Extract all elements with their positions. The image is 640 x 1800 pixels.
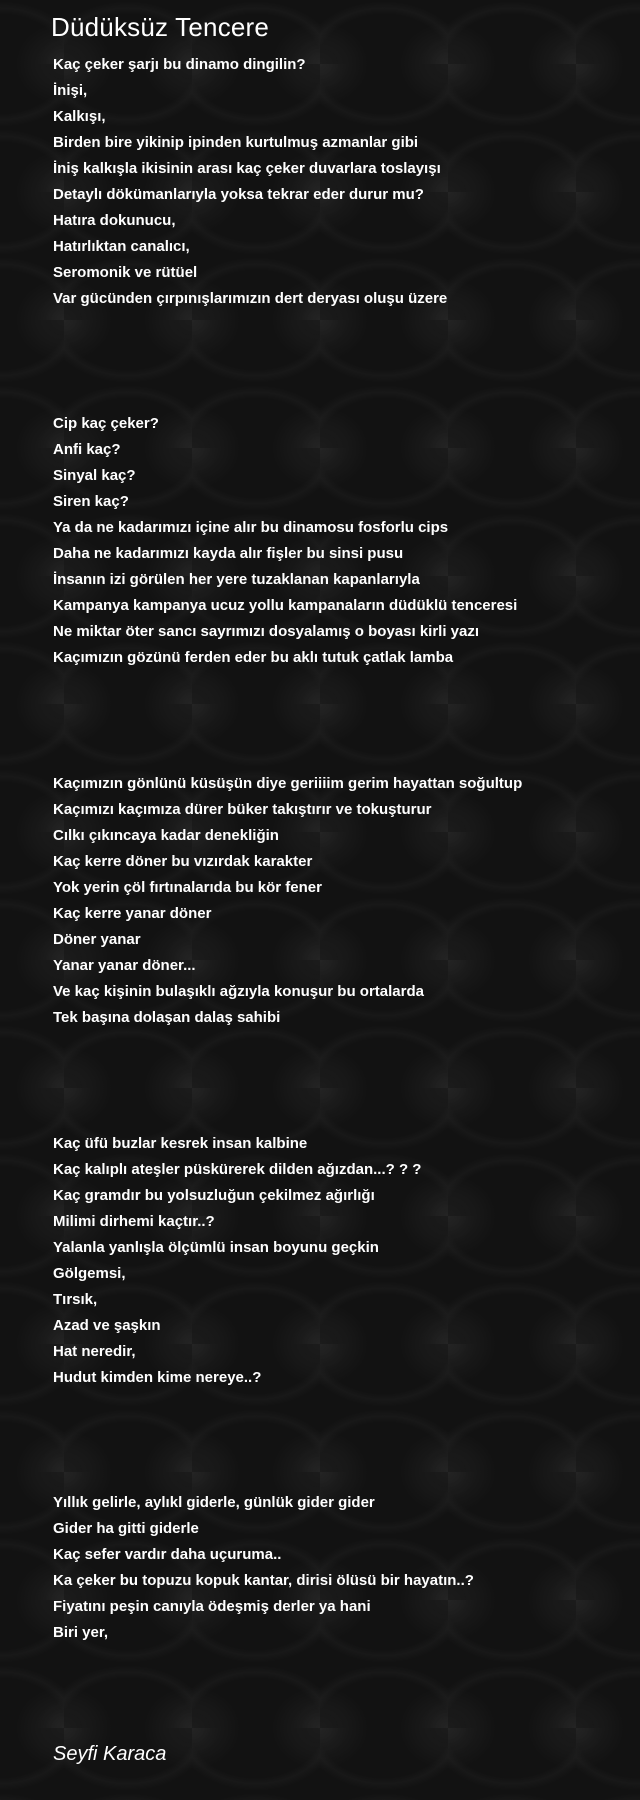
poem-line: Ya da ne kadarımızı içine alır bu dinamosu fosforlu cips [53, 519, 449, 536]
poem-line: İniş kalkışla ikisinin arası kaç çeker duvarlara toslayışı [53, 160, 441, 177]
poem-line: Biri yer, [53, 1624, 109, 1641]
poem-line: Anfi kaç? [53, 441, 121, 458]
poem-line: Kaçımızın gönlünü küsüşün diye geriiiim gerim hayattan soğultup [53, 775, 523, 792]
poem-line: İnsanın izi görülen her yere tuzaklanan kapanlarıyla [53, 571, 420, 588]
poem-author: Seyfi Karaca [53, 1743, 167, 1765]
poem-line: Tek başına dolaşan dalaş sahibi [53, 1009, 281, 1026]
poem-line: Kaçımızın gözünü ferden eder bu aklı tutuk çatlak lamba [53, 649, 454, 666]
poem-line: Döner yanar [53, 931, 141, 948]
poem-line: Kaçımızı kaçımıza dürer büker takıştırır ve tokuşturur [53, 801, 432, 818]
poem-line: Siren kaç? [53, 493, 129, 510]
poem-line: Yıllık gelirle, aylıkl giderle, günlük gider gider [53, 1494, 375, 1511]
poem-line: Detaylı dökümanlarıyla yoksa tekrar eder durur mu? [53, 186, 424, 203]
poem-line: Kaç sefer vardır daha uçuruma.. [53, 1546, 282, 1563]
poem-line: Birden bire yikinip ipinden kurtulmuş azmanlar gibi [53, 134, 419, 151]
poem-line: Seromonik ve rütüel [53, 264, 198, 281]
stanza-2 [53, 411, 517, 671]
poem-line: Kaç kerre döner bu vızırdak karakter [53, 853, 313, 870]
poem-line: Hudut kimden kime nereye..? [53, 1369, 262, 1386]
poem-line: Kampanya kampanya ucuz yollu kampanaların düdüklü tenceresi [53, 597, 518, 614]
poem-line: Gölgemsi, [53, 1265, 126, 1282]
poem-line: Ve kaç kişinin bulaşıklı ağzıyla konuşur bu ortalarda [53, 983, 424, 1000]
stanza-1 [53, 52, 447, 312]
poem-line: Gider ha gitti giderle [53, 1520, 199, 1537]
stanza-4 [53, 1131, 421, 1391]
poem-line: Daha ne kadarımızı kayda alır fişler bu sinsi pusu [53, 545, 404, 562]
poem-line: Kaç gramdır bu yolsuzluğun çekilmez ağırlığı [53, 1187, 375, 1204]
poem-line: Ka çeker bu topuzu kopuk kantar, dirisi ölüsü bir hayatın..? [53, 1572, 474, 1589]
poem-line: Yanar yanar döner... [53, 957, 196, 974]
poem-line: Kaç kerre yanar döner [53, 905, 212, 922]
poem-line: Milimi dirhemi kaçtır..? [53, 1213, 215, 1230]
poem-line: Hatıra dokunucu, [53, 212, 176, 229]
poem-line: Hat neredir, [53, 1343, 136, 1360]
poem-line: Cip kaç çeker? [53, 415, 159, 432]
poem-line: Cılkı çıkıncaya kadar denekliğin [53, 827, 279, 844]
poem-title: Düdüksüz Tencere [51, 12, 270, 42]
poem-line: Fiyatını peşin canıyla ödeşmiş derler ya hani [53, 1598, 371, 1615]
poem-line: Kaç kalıplı ateşler püskürerek dilden ağızdan...? ? ? [53, 1161, 422, 1178]
poem-line: Sinyal kaç? [53, 467, 136, 484]
poem-line: Kaç çeker şarjı bu dinamo dingilin? [53, 56, 306, 73]
poem-line: Hatırlıktan canalıcı, [53, 238, 190, 255]
stanza-3 [53, 771, 522, 1031]
poem-line: Var gücünden çırpınışlarımızın dert deryası oluşu üzere [53, 290, 448, 307]
poem-line: Kaç üfü buzlar kesrek insan kalbine [53, 1135, 308, 1152]
stanza-5 [53, 1490, 474, 1646]
poem-line: Kalkışı, [53, 108, 106, 125]
poem-line: Yalanla yanlışla ölçümlü insan boyunu geçkin [53, 1239, 379, 1256]
poem-line: Ne miktar öter sancı sayrımızı dosyalamış o boyası kirli yazı [53, 623, 480, 640]
poem-line: Tırsık, [53, 1291, 98, 1308]
poem-line: Azad ve şaşkın [53, 1317, 161, 1334]
poem-line: İnişi, [53, 82, 88, 99]
poem-line: Yok yerin çöl fırtınalarıda bu kör fener [53, 879, 322, 896]
